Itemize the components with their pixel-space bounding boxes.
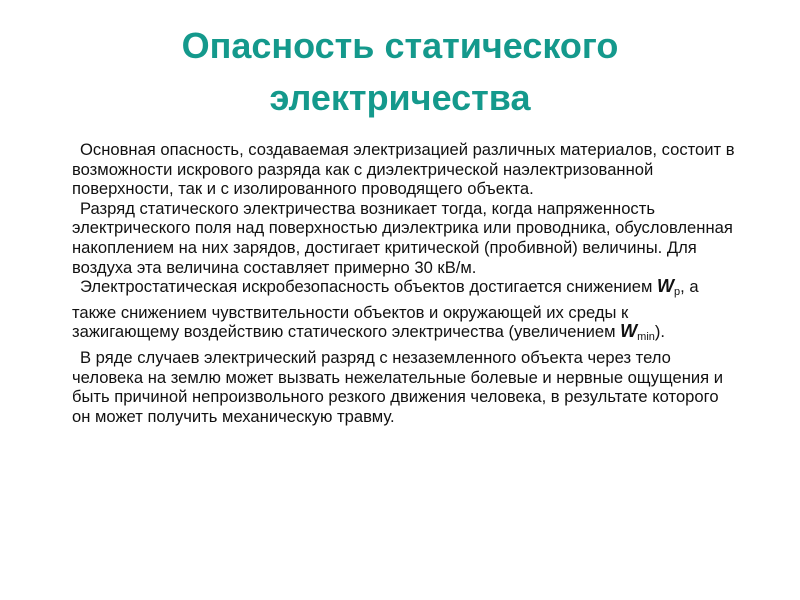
- min-energy-subscript: min: [637, 331, 655, 344]
- paragraph-text: [72, 277, 740, 348]
- paragraph-text-part: Электростатическая искробезопасность объектов достигается снижением: [80, 277, 658, 297]
- paragraph-discharge: [60, 199, 740, 277]
- min-energy-symbol: W: [620, 321, 638, 342]
- paragraph-text-part: , а также снижением чувствительности объектов и окружающей их среды к зажигающему воздействию статического электричества (увеличением: [72, 277, 699, 342]
- slide-title: [40, 20, 760, 124]
- paragraph-text: Основная опасность, создаваемая электризацией различных материалов, состоит в возможности искрового разряда как с диэлектрической наэлектризованной поверхности, так и с изолированного проводящего объекта.: [72, 140, 735, 199]
- paragraph-text-part: ).: [654, 322, 666, 342]
- slide-title-line-2: электричества: [269, 77, 531, 118]
- slide-body: [60, 140, 740, 426]
- paragraph-text: В ряде случаев электрический разряд с незаземленного объекта через тело человека на землю может вызвать нежелательные болевые и нервные ощущения и быть причиной непроизвольного резкого движения человека, в результате которого он может получить механическую травму.: [72, 347, 724, 426]
- slide-title-line-1: Опасность статического: [181, 25, 619, 66]
- energy-symbol: W: [657, 276, 675, 297]
- energy-subscript: р: [674, 286, 681, 299]
- paragraph-human-injury: [60, 348, 740, 426]
- paragraph-main-danger: [60, 140, 740, 199]
- paragraph-spark-safety: [60, 277, 740, 348]
- paragraph-text: Разряд статического электричества возникает тогда, когда напряженность электрического поля над поверхностью диэлектрика или проводника, обусловленная накоплением на них зарядов, достигает критической (пробивной) величины. Для воздуха эта величина составляет примерно 30 кВ/м.: [72, 198, 733, 277]
